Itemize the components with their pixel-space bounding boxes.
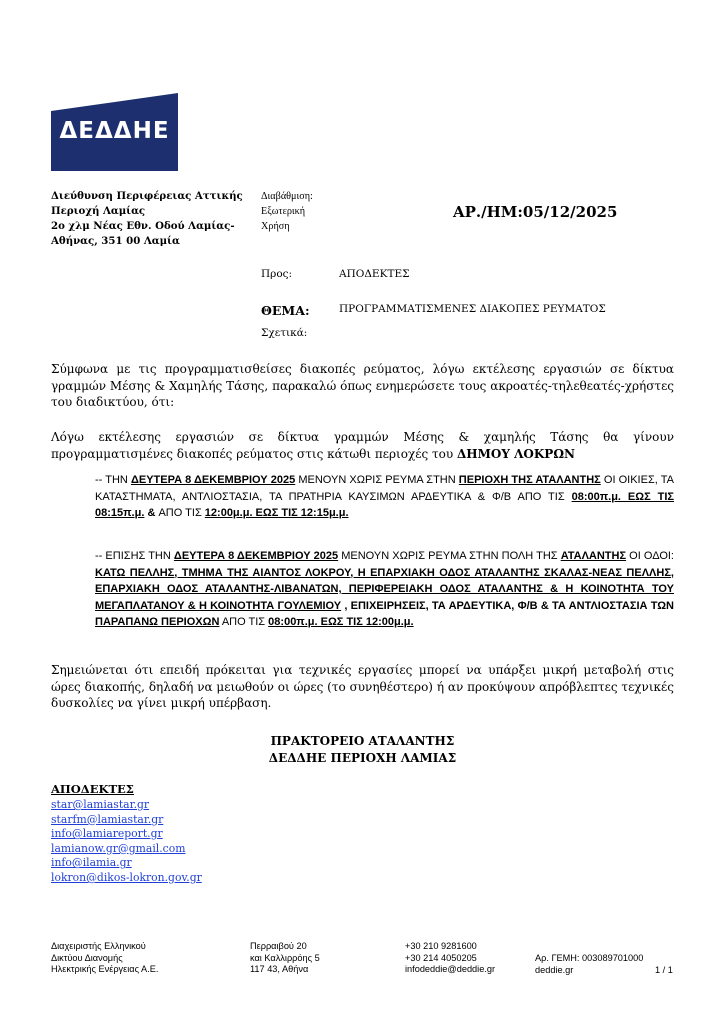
email-link[interactable]: starfm@lamiastar.gr bbox=[51, 812, 164, 826]
to-value: ΑΠΟΔΕΚΤΕΣ bbox=[339, 268, 410, 280]
footer-address: Περραιβού 20 και Καλλιρρόης 5 117 43, Αθήνα bbox=[250, 941, 320, 975]
footer-company: Διαχειριστής Ελληνικού Δικτύου Διανομής Ηλεκτρικής Ενέργειας Α.Ε. bbox=[51, 941, 159, 975]
signature: ΠΡΑΚΤΟΡΕΙΟ ΑΤΑΛΑΝΤΗΣ ΔΕΔΔΗΕ ΠΕΡΙΟΧΗ ΛΑΜΙΑΣ bbox=[268, 734, 457, 765]
subject-value: ΠΡΟΓΡΑΜΜΑΤΙΣΜΕΝΕΣ ΔΙΑΚΟΠΕΣ ΡΕΥΜΑΤΟΣ bbox=[339, 303, 606, 315]
sender-line: 2ο χλμ Νέας Εθν. Οδού Λαμίας- bbox=[51, 220, 235, 232]
sender-address bbox=[51, 189, 251, 249]
related-label: Σχετικά: bbox=[261, 327, 308, 339]
sender-line: Διεύθυνση Περιφέρειας Αττικής bbox=[51, 190, 243, 202]
email-link[interactable]: star@lamiastar.gr bbox=[51, 798, 150, 811]
email-link[interactable]: info@ilamia.gr bbox=[51, 856, 132, 870]
outage-item-2: -- ΕΠΙΣΗΣ ΤΗΝ ΔΕΥΤΕΡΑ 8 ΔΕΚΕΜΒΡΙΟΥ 2025 ΜΕΝΟΥΝ ΧΩΡΙΣ ΡΕΥΜΑ ΣΤΗΝ ΠΟΛΗ ΤΗΣ ΑΤΑΛΑΝΤΗΣ ΟΙ ΟΔΟΙ: ΚΑΤΩ ΠΕΛΛΗΣ, ΤΜΗΜΑ ΤΗΣ ΑΙΑΝΤΟΣ ΛΟΚΡΟΥ, Η ΕΠΑΡΧΙΑΚΗ ΟΔΟΣ ΑΤΑΛΑΝΤΗΣ ΣΚΑΛΑΣ-ΝΕΑΣ ΠΕΛΛΗΣ, ΕΠΑΡΧΙΑΚΗ ΟΔΟΣ ΑΤΑΛΑΝΤΗΣ-ΛΙΒΑΝΑΤΩΝ, ΠΕΡΙΦΕΡΕΙΑΚΗ ΟΔΟΣ ΑΤΑΛΑΝΤΗΣ & Η ΚΟΙΝΟΤΗΤΑ ΤΟΥ ΜΕΓΑΠΛΑΤΑΝΟΥ & Η ΚΟΙΝΟΤΗΤΑ ΓΟΥΛΕΜΙΟΥ , ΕΠΙΧΕΙΡΗΣΕΙΣ, ΤΑ ΑΡΔΕΥΤΙΚΑ, Φ/Β & ΤΑ ΑΝΤΛΙΟΣΤΑΣΙΑ ΤΩΝ ΠΑΡΑΠΑΝΩ ΠΕΡΙΟΧΩΝ ΑΠΟ ΤΙΣ 08:00π.μ. ΕΩΣ ΤΙΣ 12:00μ.μ. bbox=[95, 550, 674, 628]
note-paragraph: Σημειώνεται ότι επειδή πρόκειται για τεχνικές εργασίες μπορεί να υπάρξει μικρή μεταβολή στις ώρες διακοπής, δηλαδή να μειωθούν οι ώρες (το συνηθέστερο) ή αν προκύψουν απρόβλεπτες τεχνικές δυσκολίες να γίνει μικρή υπέρβαση. bbox=[51, 663, 674, 710]
subject-label: ΘΕΜΑ: bbox=[261, 303, 310, 318]
page-number: 1 / 1 bbox=[655, 965, 673, 975]
logo-text: ΔΕΔΔΗΕ bbox=[59, 118, 170, 144]
outage-item-1: -- ΤΗΝ ΔΕΥΤΕΡΑ 8 ΔΕΚΕΜΒΡΙΟΥ 2025 ΜΕΝΟΥΝ ΧΩΡΙΣ ΡΕΥΜΑ ΣΤΗΝ ΠΕΡΙΟΧΗ ΤΗΣ ΑΤΑΛΑΝΤΗΣ ΟΙ ΟΙΚΙΕΣ, ΤΑ ΚΑΤΑΣΤΗΜΑΤΑ, ΑΝΤΛΙΟΣΤΑΣΙΑ, ΤΑ ΠΡΑΤΗΡΙΑ ΚΑΥΣΙΜΩΝ ΑΡΔΕΥΤΙΚΑ & Φ/Β ΑΠΟ ΤΙΣ 08:00π.μ. ΕΩΣ ΤΙΣ 08:15π.μ. & ΑΠΟ ΤΙΣ 12:00μ.μ. ΕΩΣ ΤΙΣ 12:15μ.μ. bbox=[95, 474, 674, 519]
sender-line: Αθήνας, 351 00 Λαμία bbox=[51, 235, 180, 247]
email-link[interactable]: lamianow.gr@gmail.com bbox=[51, 841, 186, 855]
recipient-emails bbox=[51, 798, 202, 886]
classification: Διαβάθμιση: Εξωτερική Χρήση bbox=[261, 191, 313, 232]
email-link[interactable]: info@lamiareport.gr bbox=[51, 827, 163, 841]
recipients-title: ΑΠΟΔΕΚΤΕΣ bbox=[51, 782, 134, 796]
footer-gemi: Αρ. ΓΕΜΗ: 003089701000 deddie.gr bbox=[535, 953, 644, 975]
email-link[interactable]: lokron@dikos-lokron.gov.gr bbox=[51, 870, 202, 884]
areas-paragraph: Λόγω εκτέλεσης εργασιών σε δίκτυα γραμμών Μέσης & χαμηλής Τάσης θα γίνουν προγραμματισμένες διακοπές ρεύματος στις κάτωθι περιοχές του ΔΗΜΟΥ ΛΟΚΡΩΝ bbox=[51, 430, 674, 461]
reference-number: ΑΡ./ΗΜ:05/12/2025 bbox=[453, 203, 618, 221]
to-label: Προς: bbox=[261, 268, 293, 280]
footer-contact: +30 210 9281600 +30 214 4050205 infodeddie@deddie.gr bbox=[405, 941, 496, 975]
intro-paragraph: Σύμφωνα με τις προγραμματισθείσες διακοπές ρεύματος, λόγω εκτέλεσης εργασιών σε δίκτυα γραμμών Μέσης & Χαμηλής Τάσης, παρακαλώ όπως ενημερώσετε τους ακροατές-τηλεθεατές-χρήστες του διαδικτύου, ότι: bbox=[51, 362, 674, 409]
sender-line: Περιοχή Λαμίας bbox=[51, 205, 146, 217]
